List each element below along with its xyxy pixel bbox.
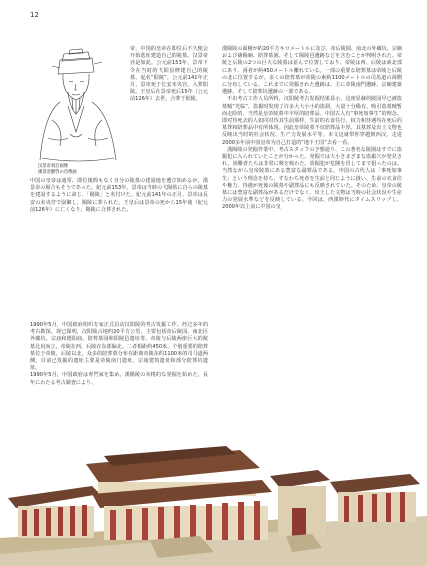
right-paragraph-3: 漢陽陵の発掘作業中，考古スタッフの予想通り、この著名な陵園はすでに盗掘犯に入られていたことが分かった。発掘では大小さまざまな盗掘穴が発見され、困難者たちは非常に興を吸わた。盗掘犯が危険を冒してまで狙ったのは、当然ながら皇帝陵墓にある豊富な副葬品である。中国の古代人は「事死如事生」という理念を持ち、すなわち死者を生前と同じように扱い、生前の衣食住や権力、待遇が死後の陵墓や副葬品にも反映されていた。そのため、皇帝の陵墓には豊富な副葬品があるだけでなく、出土した文物は当時の社会状況や生産力の発展水準などを反映している。今回は、西漢時代にタイムスリップし、2000年以上前に中国の皇 — [222, 146, 402, 211]
portrait-caption — [38, 164, 128, 176]
right-paragraph-1: 漢陽陵の面積が約20平方キロメートルに及び、帝后陵園、南北の外蔵坑、宗廟および徳陽廟、陪葬墓園、そして陽陵邑遺跡などを含むことが判明された。帝陵と后陵の2つの巨大な陵墓は並んで位置しており、帝陵は西、后陵は東北部にあり、両者が約450メートル離れている。一部の重要な陪葬墓は帝陵と后陵の北に位置するが、多くの陪葬墓が帝陵の東約1100メートルの司馬道の両側に分布している。これまでに発掘された遺跡は、主に帝陵南門遺跡、宗廟建築遺跡、そして陪葬坑遺跡の一部である。 — [222, 46, 402, 96]
palace-reconstruction-image — [0, 420, 427, 566]
page-number: 12 — [30, 11, 39, 19]
left-column-japanese — [30, 178, 208, 214]
emperor-portrait-illustration — [30, 42, 125, 172]
intro-paragraph-chinese: 帝，中国的皇帝在即位后不久便会开始选址建造自己的陵墓。汉景帝亦是如此。公元前153年，景帝下令在当时的弋阳县修建自己的陵墓，起名“阳陵”。公元前141年正月，景帝死于长安未央宫，入葬阳陵。王皇后在景帝死后15年（公元前126年）去世，合葬于阳陵。 — [130, 46, 208, 103]
intro-paragraph-japanese: 中国の皇帝は通常、即位後間もなく自分の陵墓の建設地を選び始めるが、漢景帝の場合もそうであった。紀元前153年、景帝は当時の弋陽県に自らの陵墓を建設するように命じ、「陽陵」と名付けた。紀元前141年の正月、景帝は長安の未央宮で崩御し、陽陵に葬られた。王皇后は景帝の死から15年後（紀元前126年）に亡くなり、陽陵に合葬された。 — [30, 178, 208, 213]
right-paragraph-2: 不出考古工作人员所料，汉阳陵考古发掘结果显示，这座显赫的陵园早已被盗墓贼“光临”。盗掘时发现了许多大大小小的盗洞，大量十分稀有、吸引盗墓贼暂而走险的，当然是皇帝陵墓中丰厚的陪葬品。中国古人有“事死如事生”的理念，即对待死去的人如同对待其生前那样，生前的衣食住行，权力和待遇均在死后的墓葬和陪葬品中有所体现。因此皇帝陵墓不仅陪葬品丰厚，其墓葬及出土文物也反映出当时的社会状况、生产力发展水平等。本文这就带你穿越到西汉，走进2000多年前中国皇帝为自己打造的“地下王国”去看一看。 — [222, 96, 402, 146]
survey-paragraph-chinese: 1990年5月，中国政府组织专家正式启动汉阳陵的考古发掘工作。经过多年的考古勘探，现已探明，汉阳陵占地约20平方公里，主要包括帝后陵园、南北区外藏坑、宗庙和德阳庙、陪葬墓园和阳陵邑遗址等。帝陵与后陵两座巨大的陵墓比肩而立，帝陵在西，后陵在东部偏北。二者相距约450米。个别重要的陪葬墓位于帝陵，后陵以北，众多的陪葬墓分布在距离帝陵东约1100米的司马道两侧。目前已发掘的遗址主要是帝陵南门遗址、宗庙建筑遗址和部分陪葬坑遗址。 — [30, 322, 208, 372]
left-column-intro — [130, 46, 208, 104]
right-column — [222, 46, 402, 212]
left-column-survey — [30, 322, 208, 387]
survey-paragraph-japanese-start: 1990年5月，中国政府は専門家を集め、漢陽陵の本格的な発掘を始めた。長年にわたる考古調査により、 — [30, 372, 208, 386]
portrait-caption-chinese: 汉景帝刘启画像 — [38, 164, 69, 169]
portrait-caption-japanese: 漢景帝劉啓の肖像画 — [38, 169, 77, 175]
